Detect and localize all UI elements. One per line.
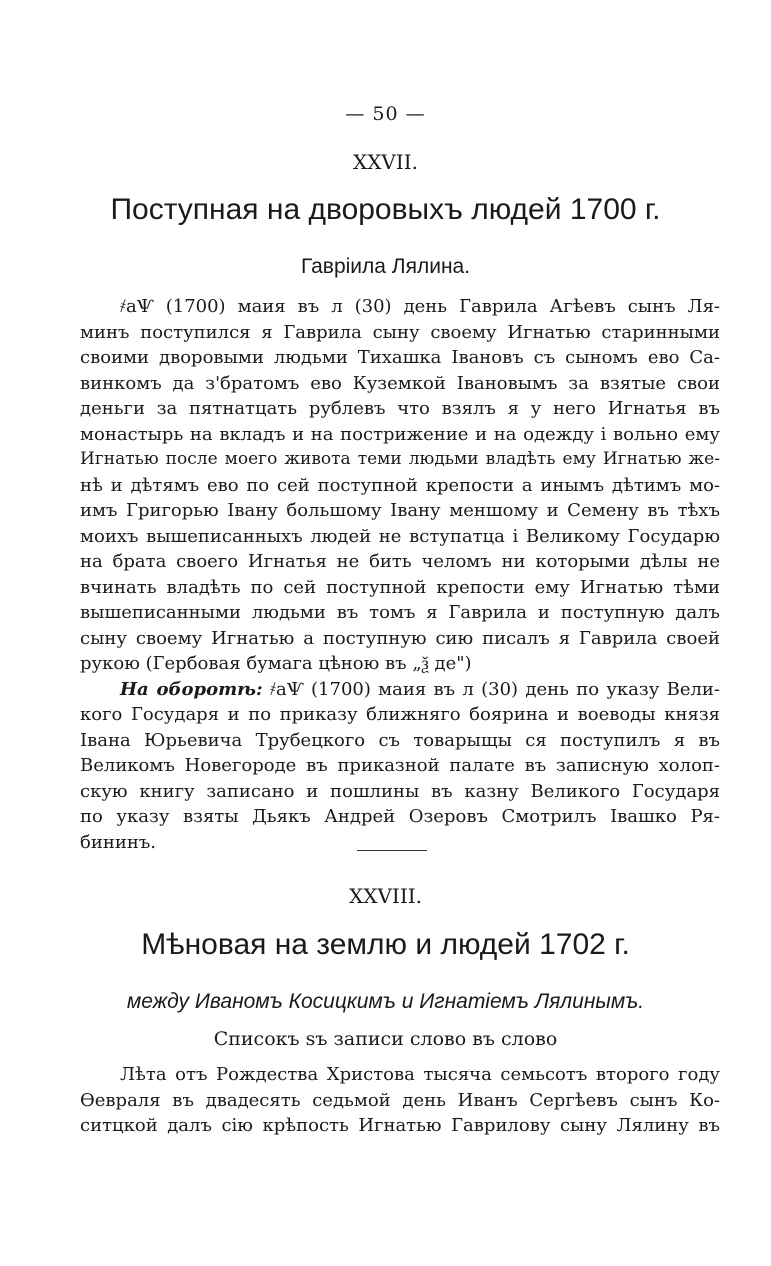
document-title: Поступная на дворовыхъ людей 1700 г. xyxy=(110,193,661,226)
text-line: вышеписанными людьми въ томъ я Гаврила и поступную далъ xyxy=(80,602,720,623)
document-note: Списокъ ѕъ записи слово въ слово xyxy=(213,1028,558,1050)
text-line: сыну своему Игнатью а поступную сию писалъ я Гаврила своей xyxy=(80,627,720,649)
document-body xyxy=(80,1062,720,1139)
text-line: деньги за пятнатцать рублевъ что взялъ я у него Игнатья въ xyxy=(80,398,720,419)
document-number: XXVIII. xyxy=(349,884,422,908)
text-line: бининъ. xyxy=(80,831,156,853)
text-line: Великомъ Новегороде въ приказной палате въ записную холоп- xyxy=(80,755,720,776)
text-line: минъ поступился я Гаврила сыну своему Игнатью старинными xyxy=(80,321,720,343)
document-title: Мѣновая на землю и людей 1702 г. xyxy=(141,928,630,961)
text-line: кого Государя и по приказу ближняго боярина и воеводы князя xyxy=(80,704,720,725)
text-line: моихъ вышеписанныхъ людей не вступатца і Великому Государю xyxy=(80,525,720,547)
text-line: вчинать владѣть по сей поступной крепости ему Игнатью тѣми xyxy=(80,576,720,598)
text-line: Өевраля въ двадесять седьмой день Иванъ Сергѣевъ сынъ Ко- xyxy=(80,1089,720,1111)
obverse-label: На оборотѣ: xyxy=(120,678,263,700)
page-number: — 50 — xyxy=(345,103,426,125)
text-line: ситцкой далъ сiю крѣпость Игнатью Гаврилову сыну Лялину въ xyxy=(80,1115,720,1136)
section-divider xyxy=(357,850,427,851)
text-line: по указу взяты Дьякъ Андрей Озеровъ Смотрилъ Івашко Ря- xyxy=(80,806,720,827)
text-line: на брата своего Игнатья не бить челомъ ни которыми дѣлы не xyxy=(80,551,720,572)
obverse-line: На оборотѣ: ҂аѰ (1700) маия въ л (30) день по указу Вели- xyxy=(120,678,720,700)
text-line: рукою (Гербовая бумага цѣною въ „ѯ де") xyxy=(80,653,472,674)
text-line: нѣ и дѣтямъ ево по сей поступной крепости а инымъ дѣтимъ мо- xyxy=(80,474,720,496)
text-line: Івана Юрьевича Трубецкого съ товарыщы ся поступилъ я въ xyxy=(80,729,720,751)
document-body xyxy=(80,294,720,855)
document-number: XXVII. xyxy=(352,150,419,174)
text-line: скую книгу записано и пошлины въ казну Великого Государя xyxy=(80,780,720,802)
text-line: монастырь на вкладъ и на пострижение и на одежду і вольно ему xyxy=(80,423,720,445)
text-line: своими дворовыми людьми Тихашка Івановъ съ сыномъ ево Са- xyxy=(80,347,720,368)
text-line: ҂аѰ (1700) маия въ л (30) день Гаврила Агѣевъ сынъ Ля- xyxy=(120,296,720,317)
text-line: Игнатью после моего живота теми людьми владѣть ему Игнатью же- xyxy=(80,449,720,469)
document-subtitle: Гаврiила Лялина. xyxy=(300,255,471,278)
text-line: имъ Григорью Івану большому Івану меншому и Семену въ тѣхъ xyxy=(80,500,720,521)
text-line: Лѣта отъ Рождества Христова тысяча семьсотъ второго году xyxy=(120,1064,720,1085)
document-subtitle: между Иваномъ Косицкимъ и Игнатiемъ Лялинымъ. xyxy=(126,990,645,1013)
text-line: винкомъ да з'братомъ ево Куземкой Івановымъ за взятые свои xyxy=(80,372,720,394)
